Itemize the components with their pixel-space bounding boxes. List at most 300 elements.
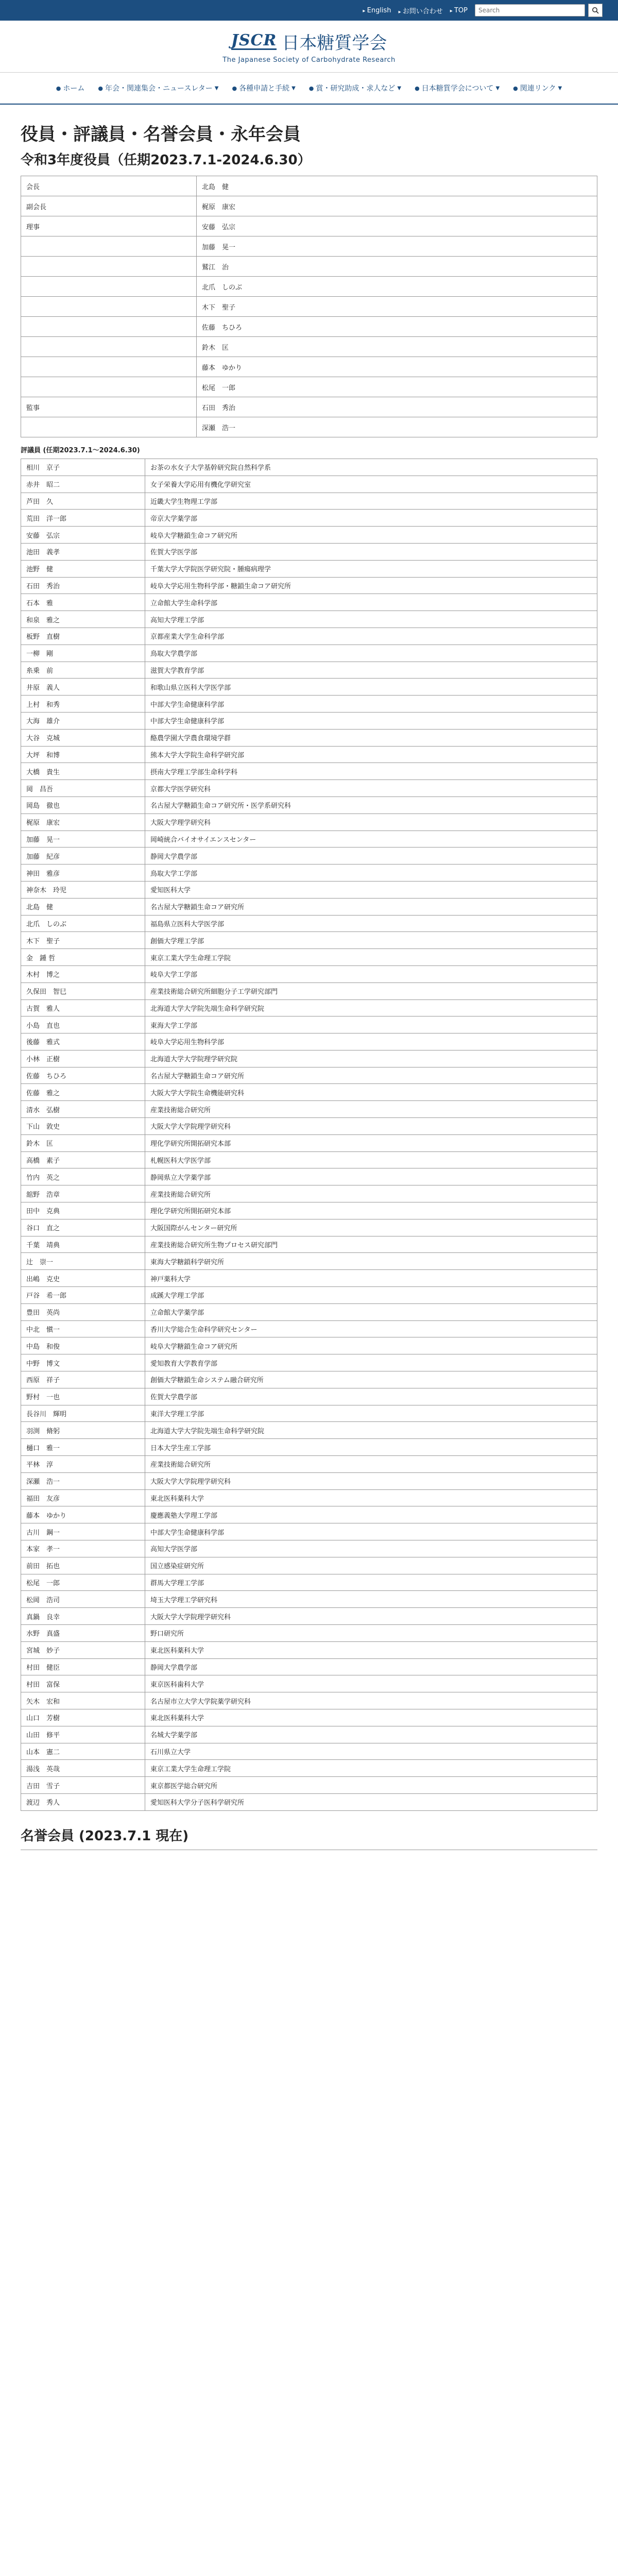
councilor-name: 村田 健臣 <box>21 1658 145 1675</box>
councilor-name: 竹内 英之 <box>21 1168 145 1185</box>
nav-item-awards[interactable] <box>309 83 401 93</box>
officer-name: 鈴木 匡 <box>197 337 597 357</box>
top-link[interactable]: ▸ TOP <box>450 7 468 14</box>
councilor-affiliation: 名古屋大学糖鎖生命コア研究所 <box>145 1067 597 1084</box>
councilor-name: 池田 義孝 <box>21 543 145 560</box>
councilor-affiliation: 名古屋市立大学大学院薬学研究科 <box>145 1692 597 1709</box>
councilor-name: 樋口 雅一 <box>21 1439 145 1456</box>
councilor-name: 赤井 昭二 <box>21 476 145 493</box>
table-row <box>21 1439 597 1456</box>
chevron-down-icon: ▼ <box>291 85 296 91</box>
councilor-name: 久保田 智巳 <box>21 982 145 999</box>
table-row <box>21 831 597 848</box>
table-row <box>21 1303 597 1320</box>
councilor-name: 神田 雅彦 <box>21 865 145 882</box>
chevron-down-icon: ▼ <box>397 85 402 91</box>
officer-row <box>21 417 597 437</box>
councilor-name: 糸乗 前 <box>21 662 145 679</box>
officers-table <box>21 176 597 437</box>
table-row <box>21 1084 597 1101</box>
page-title: 役員・評議員・名誉会員・永年会員 <box>21 124 301 145</box>
councilor-name: 舘野 浩章 <box>21 1185 145 1202</box>
councilor-affiliation: 愛知教育大学教育学部 <box>145 1354 597 1371</box>
table-row <box>21 1489 597 1506</box>
councilor-affiliation: 岐阜大学応用生物科学部・糖鎖生命コア研究所 <box>145 577 597 594</box>
councilor-affiliation: 大阪大学大学院生命機能研究科 <box>145 1084 597 1101</box>
councilor-name: 金 鍾 哲 <box>21 949 145 966</box>
councilor-name: 本家 孝一 <box>21 1540 145 1557</box>
table-row <box>21 1168 597 1185</box>
table-row <box>21 628 597 645</box>
councilor-name: 古賀 雅人 <box>21 999 145 1016</box>
nav-item-about[interactable] <box>415 83 500 93</box>
councilor-affiliation: 熊本大学大学院生命科学研究部 <box>145 746 597 763</box>
councilor-affiliation: 愛知医科大学 <box>145 881 597 898</box>
councilor-affiliation: 岡崎統合バイオサイエンスセンター <box>145 831 597 848</box>
councilor-affiliation: 名城大学薬学部 <box>145 1726 597 1743</box>
councilor-name: 清水 弘樹 <box>21 1101 145 1118</box>
officer-role <box>21 317 197 337</box>
officer-name: 藤本 ゆかり <box>197 357 597 377</box>
councilor-affiliation: 立命館大学生命科学部 <box>145 594 597 611</box>
councilor-affiliation: 帝京大学薬学部 <box>145 510 597 527</box>
councilor-affiliation: 静岡県立大学薬学部 <box>145 1168 597 1185</box>
table-row <box>21 1793 597 1810</box>
table-row <box>21 746 597 763</box>
councilor-affiliation: 産業技術総合研究所 <box>145 1101 597 1118</box>
councilor-affiliation: お茶の水女子大学基幹研究院自然科学系 <box>145 459 597 476</box>
councilor-name: 和泉 雅之 <box>21 611 145 628</box>
table-row <box>21 1151 597 1168</box>
councilor-name: 大谷 克城 <box>21 729 145 746</box>
councilor-name: 加藤 紀彦 <box>21 848 145 865</box>
bullet-icon: ● <box>56 84 61 92</box>
table-row <box>21 577 597 594</box>
councilor-name: 梶原 康宏 <box>21 814 145 831</box>
officer-role: 副会長 <box>21 196 197 216</box>
table-row <box>21 1118 597 1135</box>
councilors-table <box>21 459 597 1811</box>
councilor-affiliation: 東北医科薬科大学 <box>145 1489 597 1506</box>
officer-row <box>21 377 597 397</box>
bullet-icon: ● <box>98 84 104 92</box>
councilor-name: 下山 敦史 <box>21 1118 145 1135</box>
officer-row <box>21 317 597 337</box>
search-button[interactable] <box>588 4 603 17</box>
table-row <box>21 1270 597 1287</box>
councilor-name: 一柳 剛 <box>21 645 145 662</box>
officer-name: 鷲江 治 <box>197 257 597 277</box>
nav-label: 賞・研究助成・求人など <box>316 84 396 93</box>
councilor-affiliation: 理化学研究所開拓研究本部 <box>145 1134 597 1151</box>
table-row <box>21 1608 597 1625</box>
councilor-affiliation: 岐阜大学応用生物科学部 <box>145 1033 597 1050</box>
nav-item-links[interactable] <box>513 83 562 93</box>
bullet-icon: ● <box>415 84 420 92</box>
table-row <box>21 780 597 797</box>
councilor-name: 安藤 弘宗 <box>21 527 145 544</box>
councilor-affiliation: 東京都医学総合研究所 <box>145 1777 597 1794</box>
table-row <box>21 949 597 966</box>
councilor-affiliation: 神戸薬科大学 <box>145 1270 597 1287</box>
table-row <box>21 763 597 780</box>
officer-row <box>21 277 597 297</box>
councilor-affiliation: 摂南大学理工学部生命科学科 <box>145 763 597 780</box>
councilor-name: 矢木 宏和 <box>21 1692 145 1709</box>
councilor-name: 千葉 靖典 <box>21 1236 145 1253</box>
officer-name: 北爪 しのぶ <box>197 277 597 297</box>
councilor-affiliation: 中部大学生命健康科学部 <box>145 712 597 729</box>
main-content <box>0 120 618 1855</box>
councilor-name: 鈴木 匡 <box>21 1134 145 1151</box>
councilor-affiliation: 高知大学理工学部 <box>145 611 597 628</box>
councilor-name: 上村 和秀 <box>21 696 145 713</box>
councilor-name: 湯浅 英哉 <box>21 1760 145 1777</box>
councilor-name: 小島 直也 <box>21 1016 145 1033</box>
table-row <box>21 1388 597 1405</box>
councilor-name: 宮城 妙子 <box>21 1641 145 1658</box>
councilor-name: 辻 崇一 <box>21 1253 145 1270</box>
chevron-down-icon: ▼ <box>495 85 500 91</box>
councilor-name: 渡辺 秀人 <box>21 1793 145 1810</box>
councilor-name: 谷口 直之 <box>21 1219 145 1236</box>
honorary-members-title: 名誉会員 (2023.7.1 現在) <box>21 1828 189 1844</box>
table-row <box>21 543 597 560</box>
councilor-affiliation: 大阪大学大学院理学研究科 <box>145 1608 597 1625</box>
councilor-name: 野村 一也 <box>21 1388 145 1405</box>
councilor-affiliation: 日本大学生産工学部 <box>145 1439 597 1456</box>
officer-name: 北島 健 <box>197 176 597 196</box>
search-input[interactable] <box>475 4 585 16</box>
councilor-affiliation: 東京医科歯科大学 <box>145 1675 597 1692</box>
table-row <box>21 848 597 865</box>
nav-label: 日本糖質学会について <box>421 84 494 93</box>
term-title: 令和3年度役員（任期2023.7.1-2024.6.30） <box>21 152 311 168</box>
councilors-heading: 評議員 (任期2023.7.1〜2024.6.30) <box>21 447 140 454</box>
site-logo[interactable] <box>0 21 618 72</box>
table-row <box>21 1253 597 1270</box>
councilor-name: 前田 拓也 <box>21 1557 145 1574</box>
table-row <box>21 1641 597 1658</box>
councilor-affiliation: 東海大学糖鎖科学研究所 <box>145 1253 597 1270</box>
table-row <box>21 611 597 628</box>
councilor-affiliation: 佐賀大学農学部 <box>145 1388 597 1405</box>
councilor-affiliation: 香川大学総合生命科学研究センター <box>145 1320 597 1337</box>
councilor-affiliation: 創価大学糖鎖生命システム融合研究所 <box>145 1371 597 1388</box>
table-row <box>21 1405 597 1422</box>
councilor-affiliation: 中部大学生命健康科学部 <box>145 1523 597 1540</box>
search-box <box>475 4 603 17</box>
councilor-affiliation: 京都大学医学研究科 <box>145 780 597 797</box>
councilor-name: 加藤 晃一 <box>21 831 145 848</box>
nav-label: 関連リンク <box>520 84 556 93</box>
councilor-affiliation: 近畿大学生物理工学部 <box>145 493 597 510</box>
bullet-icon: ● <box>232 84 237 92</box>
officer-name: 加藤 晃一 <box>197 236 597 257</box>
councilor-name: 小林 正樹 <box>21 1050 145 1067</box>
table-row <box>21 729 597 746</box>
table-row <box>21 1202 597 1219</box>
search-icon <box>592 7 599 14</box>
chevron-down-icon: ▼ <box>558 85 562 91</box>
table-row <box>21 865 597 882</box>
councilor-affiliation: 酪農学園大学農食環境学群 <box>145 729 597 746</box>
table-row <box>21 965 597 982</box>
table-row <box>21 1675 597 1692</box>
table-row <box>21 932 597 949</box>
councilor-name: 福田 友彦 <box>21 1489 145 1506</box>
councilor-affiliation: 静岡大学農学部 <box>145 1658 597 1675</box>
officer-name: 安藤 弘宗 <box>197 216 597 236</box>
councilor-affiliation: 産業技術総合研究所 <box>145 1456 597 1473</box>
councilor-name: 深瀬 浩一 <box>21 1472 145 1489</box>
officer-name: 石田 秀治 <box>197 397 597 417</box>
councilor-affiliation: 和歌山県立医科大学医学部 <box>145 679 597 696</box>
councilor-affiliation: 東北医科薬科大学 <box>145 1709 597 1726</box>
table-row <box>21 1456 597 1473</box>
officer-row <box>21 196 597 216</box>
table-row <box>21 999 597 1016</box>
officer-row <box>21 357 597 377</box>
councilor-affiliation: 滋賀大学教育学部 <box>145 662 597 679</box>
councilor-name: 古川 鋼一 <box>21 1523 145 1540</box>
officer-role: 理事 <box>21 216 197 236</box>
officer-name: 梶原 康宏 <box>197 196 597 216</box>
table-row <box>21 1523 597 1540</box>
councilor-name: 村田 富保 <box>21 1675 145 1692</box>
officer-row <box>21 176 597 196</box>
table-row <box>21 915 597 932</box>
councilor-affiliation: 成蹊大学理工学部 <box>145 1287 597 1304</box>
chevron-down-icon: ▼ <box>214 85 219 91</box>
officer-role <box>21 297 197 317</box>
nav-item-home[interactable] <box>56 83 85 93</box>
table-row <box>21 645 597 662</box>
councilor-affiliation: 北海道大学大学院理学研究院 <box>145 1050 597 1067</box>
councilor-name: 羽渕 脩躬 <box>21 1422 145 1439</box>
table-row <box>21 696 597 713</box>
officer-name: 松尾 一郎 <box>197 377 597 397</box>
councilor-name: 長谷川 輝明 <box>21 1405 145 1422</box>
councilor-name: 芦田 久 <box>21 493 145 510</box>
table-row <box>21 1472 597 1489</box>
table-row <box>21 1033 597 1050</box>
table-row <box>21 594 597 611</box>
councilor-affiliation: 大阪大学大学院理学研究科 <box>145 1472 597 1489</box>
table-row <box>21 1320 597 1337</box>
table-row <box>21 1050 597 1067</box>
councilor-name: 荒田 洋一郎 <box>21 510 145 527</box>
officer-name: 深瀬 浩一 <box>197 417 597 437</box>
councilor-affiliation: 岐阜大学糖鎖生命コア研究所 <box>145 527 597 544</box>
councilor-name: 松岡 浩司 <box>21 1591 145 1608</box>
table-row <box>21 982 597 999</box>
councilor-affiliation: 札幌医科大学医学部 <box>145 1151 597 1168</box>
site-subtitle: The Japanese Society of Carbohydrate Research <box>222 56 396 64</box>
table-row <box>21 1591 597 1608</box>
councilor-affiliation: 女子栄養大学応用有機化学研究室 <box>145 476 597 493</box>
councilor-affiliation: 国立感染症研究所 <box>145 1557 597 1574</box>
councilor-name: 吉田 雪子 <box>21 1777 145 1794</box>
councilor-name: 山口 芳樹 <box>21 1709 145 1726</box>
councilor-name: 山本 憲二 <box>21 1743 145 1760</box>
councilor-affiliation: 鳥取大学工学部 <box>145 865 597 882</box>
officer-role <box>21 357 197 377</box>
nav-item-meetings[interactable] <box>98 83 218 93</box>
councilor-affiliation: 産業技術総合研究所細胞分子工学研究部門 <box>145 982 597 999</box>
councilor-name: 佐藤 ちひろ <box>21 1067 145 1084</box>
councilor-affiliation: 静岡大学農学部 <box>145 848 597 865</box>
councilor-name: 北島 健 <box>21 898 145 915</box>
councilor-name: 後藤 雅式 <box>21 1033 145 1050</box>
councilor-name: 相川 京子 <box>21 459 145 476</box>
table-row <box>21 1692 597 1709</box>
councilor-affiliation: 名古屋大学糖鎖生命コア研究所 <box>145 898 597 915</box>
councilor-affiliation: 東京工業大学生命理工学院 <box>145 949 597 966</box>
table-row <box>21 881 597 898</box>
councilor-affiliation: 京都産業大学生命科学部 <box>145 628 597 645</box>
councilor-affiliation: 東北医科薬科大学 <box>145 1641 597 1658</box>
table-row <box>21 1658 597 1675</box>
officer-role <box>21 417 197 437</box>
table-row <box>21 1506 597 1523</box>
councilor-name: 板野 直樹 <box>21 628 145 645</box>
councilor-affiliation: 大阪国際がんセンター研究所 <box>145 1219 597 1236</box>
councilor-affiliation: 産業技術総合研究所 <box>145 1185 597 1202</box>
councilor-name: 佐藤 雅之 <box>21 1084 145 1101</box>
councilor-name: 松尾 一郎 <box>21 1574 145 1591</box>
table-row <box>21 898 597 915</box>
english-link[interactable]: ▸ English <box>363 7 391 14</box>
councilor-affiliation: 大阪大学理学研究科 <box>145 814 597 831</box>
table-row <box>21 1219 597 1236</box>
table-row <box>21 476 597 493</box>
councilor-name: 岡 昌吾 <box>21 780 145 797</box>
councilor-name: 中北 愼一 <box>21 1320 145 1337</box>
councilor-name: 中野 博文 <box>21 1354 145 1371</box>
table-row <box>21 1743 597 1760</box>
councilor-affiliation: 福島県立医科大学医学部 <box>145 915 597 932</box>
table-row <box>21 1016 597 1033</box>
table-row <box>21 1557 597 1574</box>
councilor-affiliation: 佐賀大学医学部 <box>145 543 597 560</box>
table-row <box>21 814 597 831</box>
table-row <box>21 1777 597 1794</box>
nav-label: 各種申請と手続 <box>239 84 290 93</box>
councilor-affiliation: 北海道大学大学院先端生命科学研究院 <box>145 1422 597 1439</box>
councilor-affiliation: 野口研究所 <box>145 1624 597 1641</box>
table-row <box>21 1371 597 1388</box>
site-title: 日本糖質学会 <box>282 33 387 54</box>
officer-row <box>21 257 597 277</box>
officer-row <box>21 216 597 236</box>
table-row <box>21 1337 597 1354</box>
councilor-name: 井原 義人 <box>21 679 145 696</box>
councilor-name: 豊田 英尚 <box>21 1303 145 1320</box>
bullet-icon: ● <box>308 84 314 92</box>
councilor-name: 高橋 素子 <box>21 1151 145 1168</box>
table-row <box>21 1574 597 1591</box>
councilor-affiliation: 高知大学医学部 <box>145 1540 597 1557</box>
officer-role <box>21 377 197 397</box>
officer-name: 佐藤 ちひろ <box>197 317 597 337</box>
councilor-name: 池野 健 <box>21 560 145 577</box>
councilor-name: 真鍋 良幸 <box>21 1608 145 1625</box>
top-utility-bar <box>0 0 618 21</box>
councilor-affiliation: 埼玉大学理工学研究科 <box>145 1591 597 1608</box>
councilor-name: 田中 克典 <box>21 1202 145 1219</box>
table-row <box>21 1354 597 1371</box>
councilor-affiliation: 愛知医科大学分子医科学研究所 <box>145 1793 597 1810</box>
main-nav <box>0 72 618 105</box>
councilor-affiliation: 慶應義塾大学理工学部 <box>145 1506 597 1523</box>
table-row <box>21 1624 597 1641</box>
councilor-name: 石本 雅 <box>21 594 145 611</box>
councilor-affiliation: 千葉大学大学院医学研究院・腫瘍病理学 <box>145 560 597 577</box>
councilor-name: 大橋 貴生 <box>21 763 145 780</box>
councilor-name: 出嶋 克史 <box>21 1270 145 1287</box>
councilor-name: 戸谷 希一郎 <box>21 1287 145 1304</box>
contact-link[interactable]: ▸ お問い合わせ <box>399 6 443 15</box>
logo-mark: JSCR <box>231 31 277 49</box>
councilor-name: 平林 淳 <box>21 1456 145 1473</box>
councilor-affiliation: 創価大学理工学部 <box>145 932 597 949</box>
table-row <box>21 662 597 679</box>
table-row <box>21 510 597 527</box>
councilor-affiliation: 石川県立大学 <box>145 1743 597 1760</box>
councilor-name: 木村 博之 <box>21 965 145 982</box>
table-row <box>21 527 597 544</box>
councilor-affiliation: 大阪大学大学院理学研究科 <box>145 1118 597 1135</box>
councilor-name: 大海 雄介 <box>21 712 145 729</box>
councilor-affiliation: 岐阜大学工学部 <box>145 965 597 982</box>
officer-role <box>21 277 197 297</box>
councilor-name: 中島 和俊 <box>21 1337 145 1354</box>
councilor-affiliation: 東洋大学理工学部 <box>145 1405 597 1422</box>
councilor-affiliation: 東京工業大学生命理工学院 <box>145 1760 597 1777</box>
officer-role: 監事 <box>21 397 197 417</box>
councilor-name: 山田 修平 <box>21 1726 145 1743</box>
councilor-affiliation: 産業技術総合研究所生物プロセス研究部門 <box>145 1236 597 1253</box>
officer-role <box>21 257 197 277</box>
councilor-name: 水野 真盛 <box>21 1624 145 1641</box>
table-row <box>21 1287 597 1304</box>
table-row <box>21 493 597 510</box>
table-row <box>21 560 597 577</box>
table-row <box>21 1726 597 1743</box>
table-row <box>21 1540 597 1557</box>
officer-row <box>21 297 597 317</box>
officer-role <box>21 236 197 257</box>
councilor-name: 木下 聖子 <box>21 932 145 949</box>
councilor-name: 北爪 しのぶ <box>21 915 145 932</box>
councilor-affiliation: 群馬大学理工学部 <box>145 1574 597 1591</box>
councilor-affiliation: 中部大学生命健康科学部 <box>145 696 597 713</box>
nav-label: 年会・関連集会・ニュースレター <box>105 84 213 93</box>
officer-row <box>21 337 597 357</box>
officer-name: 木下 聖子 <box>197 297 597 317</box>
councilor-name: 藤本 ゆかり <box>21 1506 145 1523</box>
councilor-affiliation: 東海大学工学部 <box>145 1016 597 1033</box>
officer-role: 会長 <box>21 176 197 196</box>
councilor-name: 岡島 徹也 <box>21 796 145 814</box>
nav-item-applications[interactable] <box>232 83 295 93</box>
officer-row <box>21 397 597 417</box>
officer-role <box>21 337 197 357</box>
councilor-name: 石田 秀治 <box>21 577 145 594</box>
councilor-affiliation: 岐阜大学糖鎖生命コア研究所 <box>145 1337 597 1354</box>
divider <box>21 1850 597 1855</box>
